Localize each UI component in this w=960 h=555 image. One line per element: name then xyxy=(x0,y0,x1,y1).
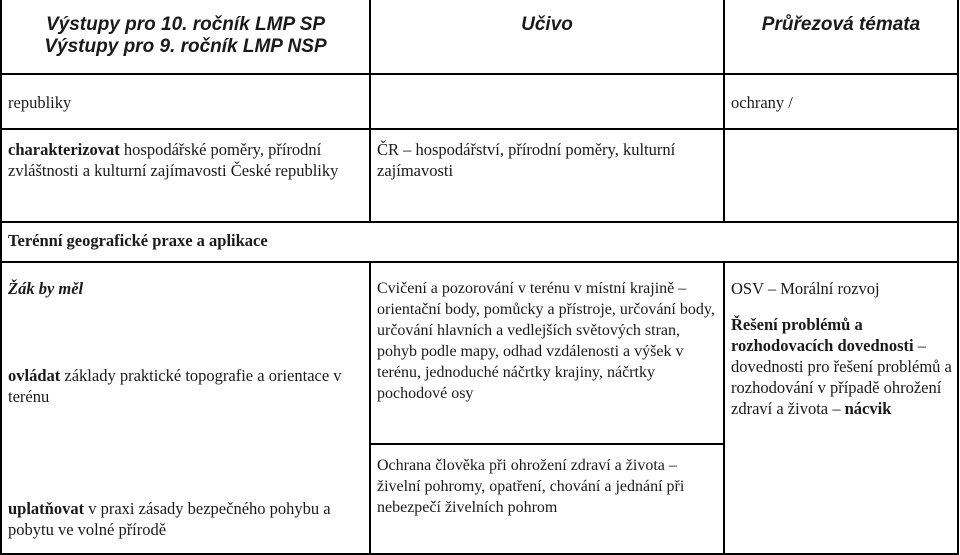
safety-rest: v praxi zásady bezpečného pohybu a pobytu ve volné přírodě xyxy=(8,499,331,539)
cross-topic-problem-solving xyxy=(731,314,953,419)
output-safety xyxy=(8,498,370,540)
republiky-text: republiky xyxy=(8,93,72,112)
safety-verb: uplatňovat xyxy=(8,499,85,518)
characterize-curriculum: ČR – hospodářství, přírodní poměry, kulturní zajímavosti xyxy=(377,140,676,180)
table-border-right xyxy=(957,0,959,555)
problem-solving-practice: nácvik xyxy=(844,399,892,418)
header-cross-topics: Průřezová témata xyxy=(761,14,921,35)
header-outputs-line1: Výstupy pro 10. ročník LMP SP xyxy=(45,14,326,35)
row-divider-mid xyxy=(371,443,723,445)
row-divider-char xyxy=(0,221,959,223)
row-divider-section xyxy=(0,261,959,263)
orientation-verb: ovládat xyxy=(8,366,61,385)
characterize-verb: charakterizovat xyxy=(8,140,120,159)
output-orientation xyxy=(8,365,348,407)
table-border-left xyxy=(0,0,2,555)
problem-solving-rest: – dovednosti pro řešení problémů a rozhodování v případě ohrožení zdraví a života – xyxy=(731,336,952,418)
orientation-rest: základy praktické topografie a orientace v terénu xyxy=(8,366,342,406)
section-title: Terénní geografické praxe a aplikace xyxy=(8,231,268,250)
header-curriculum: Učivo xyxy=(521,14,573,35)
characterize-rest: hospodářské poměry, přírodní zvláštnosti a kulturní zajímavosti České republiky xyxy=(8,140,339,180)
row-divider-header xyxy=(0,73,959,75)
row-divider-republiky xyxy=(0,128,959,130)
curriculum-protection: Ochrana člověka při ohrožení zdraví a života – živelní pohromy, opatření, chování a jednání při nebezpečí živelních pohrom xyxy=(377,457,685,516)
ochrany-text: ochrany / xyxy=(731,93,793,112)
header-outputs-line2: Výstupy pro 9. ročník LMP NSP xyxy=(44,36,327,57)
problem-solving-title: Řešení problémů a rozhodovacích dovednosti xyxy=(731,315,914,355)
header-outputs xyxy=(2,14,369,58)
curriculum-fieldwork: Cvičení a pozorování v terénu v místní krajině – orientační body, pomůcky a přístroje, určování body, určování hlavních a vedlejších světových stran, pohyb podle mapy, odhad vzdálenosti a výšek v terénu, jednoduché náčrtky krajiny, náčrtky pochodové osy xyxy=(377,280,715,402)
student-should-heading: Žák by měl xyxy=(8,279,84,298)
characterize-output xyxy=(8,139,348,181)
cross-topic-osv: OSV – Morální rozvoj xyxy=(731,279,880,298)
column-divider-2-lower xyxy=(723,262,725,555)
